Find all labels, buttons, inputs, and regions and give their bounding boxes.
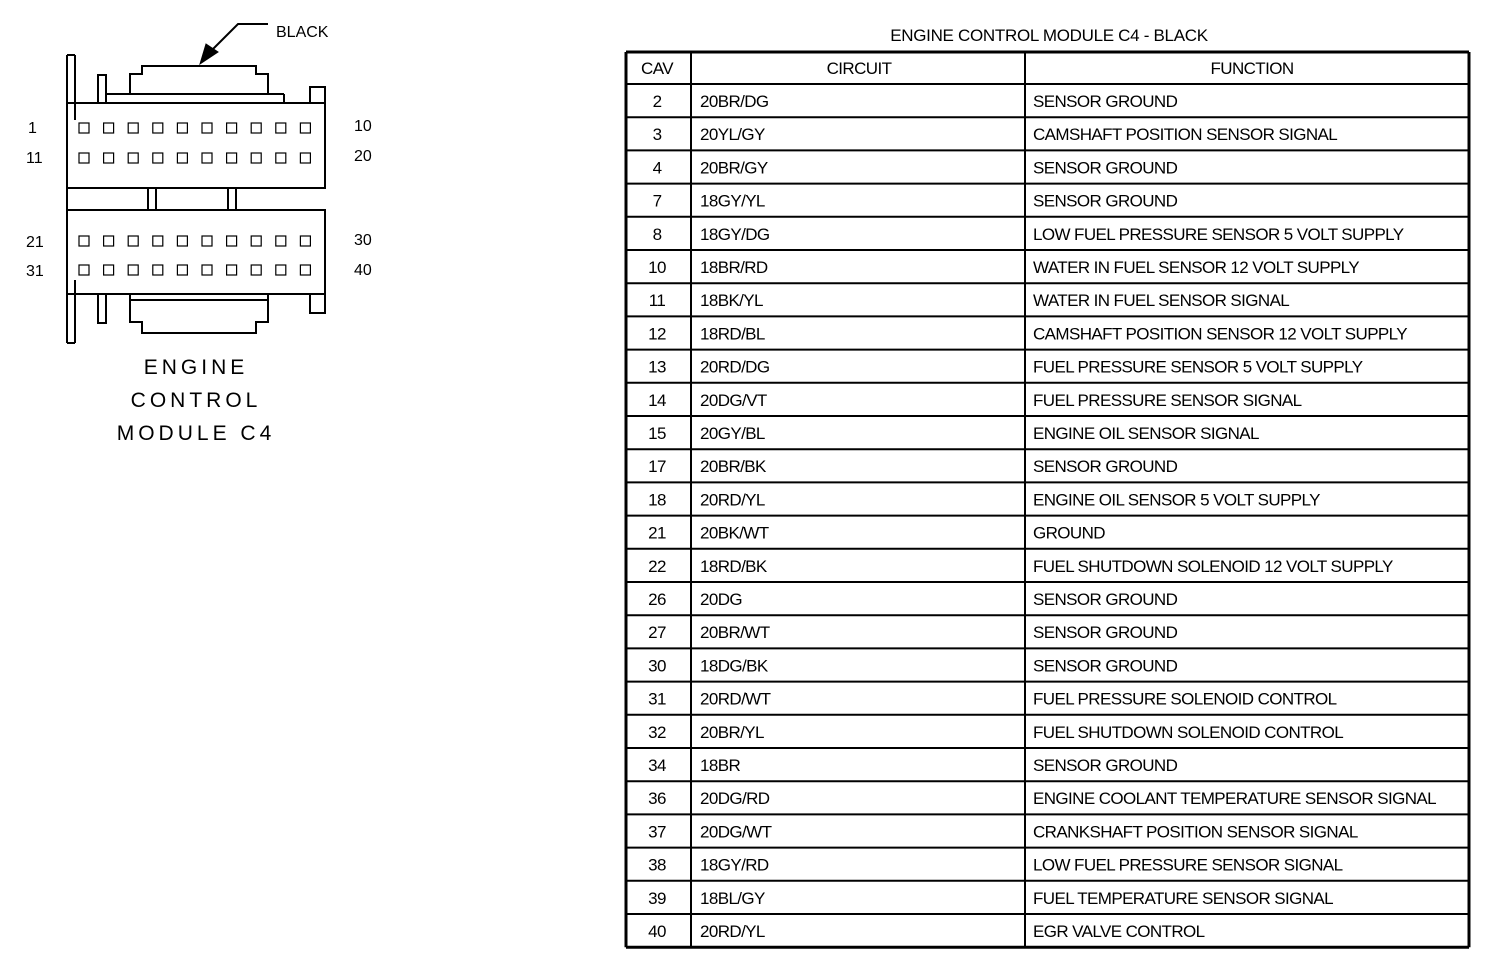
cell-cav: 21 <box>648 523 666 543</box>
table-row <box>649 291 1290 310</box>
table-row <box>648 922 1204 941</box>
cavity-square <box>153 123 163 133</box>
table-row <box>648 756 1177 775</box>
cell-function: SENSOR GROUND <box>1033 590 1178 609</box>
cavity-square <box>276 265 286 275</box>
table-title: ENGINE CONTROL MODULE C4 - BLACK <box>890 26 1208 45</box>
connector-caption-line: MODULE C4 <box>116 422 276 445</box>
cell-cav: 31 <box>648 689 666 709</box>
cavity-square <box>79 153 89 163</box>
cell-function: SENSOR GROUND <box>1033 656 1178 676</box>
cavity-square <box>177 236 187 246</box>
cell-circuit: 18BR/RD <box>700 258 768 277</box>
cell-function: SENSOR GROUND <box>1033 92 1178 111</box>
cavity-square <box>79 236 89 246</box>
cavity-square <box>251 236 261 246</box>
table-row <box>648 690 1336 709</box>
cell-function: SENSOR GROUND <box>1033 191 1178 211</box>
cavity-square <box>276 236 286 246</box>
cavity-square <box>251 265 261 275</box>
cavity-square <box>104 236 114 246</box>
table-row <box>648 358 1363 377</box>
cavity-square <box>300 153 310 163</box>
cell-cav: 26 <box>648 590 666 609</box>
pin-label: 40 <box>354 262 372 279</box>
cell-function: SENSOR GROUND <box>1033 623 1178 643</box>
connector-color-label: BLACK <box>276 24 329 41</box>
cell-cav: 2 <box>652 92 662 111</box>
cell-circuit: 18RD/BL <box>700 324 765 344</box>
cell-cav: 13 <box>648 357 666 377</box>
cavity-square <box>227 123 237 133</box>
cell-function: FUEL PRESSURE SOLENOID CONTROL <box>1033 689 1337 709</box>
cell-function: FUEL TEMPERATURE SENSOR SIGNAL <box>1033 888 1334 908</box>
table-row <box>648 590 1177 609</box>
pinout-table <box>626 52 1469 947</box>
cell-circuit: 18GY/DG <box>700 224 770 244</box>
cell-cav: 15 <box>648 424 666 443</box>
table-row <box>648 623 1177 642</box>
table-row <box>653 92 1178 111</box>
cavity-square <box>128 123 138 133</box>
cavity-square <box>153 153 163 163</box>
cavity-square <box>227 236 237 246</box>
cavity-square <box>202 265 212 275</box>
cell-function: SENSOR GROUND <box>1033 158 1178 178</box>
cell-function: ENGINE COOLANT TEMPERATURE SENSOR SIGNAL <box>1033 789 1436 809</box>
table-row <box>648 490 1320 509</box>
cell-cav: 39 <box>648 888 666 908</box>
callout-leader <box>212 24 268 50</box>
cavity-square <box>251 123 261 133</box>
pin-label: 1 <box>28 120 37 137</box>
cavity-square <box>104 123 114 133</box>
cell-circuit: 20BR/DG <box>700 92 769 111</box>
cell-function: LOW FUEL PRESSURE SENSOR SIGNAL <box>1033 855 1343 875</box>
pin-label: 20 <box>354 148 372 165</box>
table-row <box>648 457 1177 476</box>
table-row <box>648 524 1105 543</box>
cavity-square <box>153 265 163 275</box>
cavity-square <box>227 153 237 163</box>
cell-function: LOW FUEL PRESSURE SENSOR 5 VOLT SUPPLY <box>1033 224 1404 244</box>
cell-circuit: 18RD/BK <box>700 556 767 576</box>
cavity-square <box>202 153 212 163</box>
cavity-square <box>79 123 89 133</box>
cavity-square <box>177 153 187 163</box>
cell-circuit: 20DG <box>700 590 743 609</box>
cell-function: WATER IN FUEL SENSOR SIGNAL <box>1033 291 1290 311</box>
table-row <box>648 822 1358 841</box>
cavity-square <box>177 123 187 133</box>
cavity-square <box>202 236 212 246</box>
cell-function: SENSOR GROUND <box>1033 756 1178 775</box>
cell-function: CAMSHAFT POSITION SENSOR SIGNAL <box>1033 125 1338 145</box>
cell-circuit: 18BL/GY <box>700 888 765 908</box>
header-circuit: CIRCUIT <box>826 59 892 78</box>
upper-housing <box>67 103 325 188</box>
cell-circuit: 20RD/DG <box>700 357 770 377</box>
cell-cav: 10 <box>648 258 666 277</box>
cell-function: FUEL SHUTDOWN SOLENOID CONTROL <box>1033 722 1344 742</box>
table-row <box>653 192 1178 211</box>
cell-circuit: 20RD/YL <box>700 490 765 510</box>
cell-function: WATER IN FUEL SENSOR 12 VOLT SUPPLY <box>1033 258 1360 277</box>
cell-circuit: 20DG/WT <box>700 822 772 842</box>
cell-cav: 7 <box>652 191 662 211</box>
cell-circuit: 20BR/BK <box>700 457 766 477</box>
lower-housing <box>67 210 325 294</box>
cell-circuit: 20RD/YL <box>700 922 765 941</box>
cell-cav: 30 <box>648 656 666 676</box>
cavity-square <box>276 153 286 163</box>
cell-function: ENGINE OIL SENSOR SIGNAL <box>1033 424 1259 443</box>
cell-cav: 17 <box>648 457 666 477</box>
cell-circuit: 20BR/YL <box>700 722 764 742</box>
cell-cav: 14 <box>648 390 666 410</box>
cell-circuit: 20BK/WT <box>700 523 769 543</box>
cell-circuit: 18BR <box>700 756 741 775</box>
cell-circuit: 20BR/GY <box>700 158 768 178</box>
cavity-square <box>300 236 310 246</box>
header-function: FUNCTION <box>1210 59 1294 78</box>
cell-function: CRANKSHAFT POSITION SENSOR SIGNAL <box>1033 822 1358 842</box>
cell-function: GROUND <box>1033 523 1105 543</box>
connector-drawing <box>67 24 325 343</box>
cell-function: ENGINE OIL SENSOR 5 VOLT SUPPLY <box>1033 490 1320 510</box>
cell-cav: 18 <box>648 490 666 510</box>
cell-cav: 38 <box>648 855 666 875</box>
cell-cav: 3 <box>652 125 662 145</box>
pin-label: 11 <box>26 150 43 167</box>
table-row <box>648 656 1177 675</box>
cavity-square <box>104 265 114 275</box>
cell-function: FUEL PRESSURE SENSOR 5 VOLT SUPPLY <box>1033 357 1363 377</box>
cavity-square <box>300 123 310 133</box>
cavity-square <box>153 236 163 246</box>
cell-cav: 32 <box>648 722 666 742</box>
table-row <box>648 856 1343 875</box>
cell-cav: 37 <box>648 822 666 842</box>
connector-caption-line: ENGINE <box>143 356 249 379</box>
cell-circuit: 18BK/YL <box>700 291 763 311</box>
cell-function: SENSOR GROUND <box>1033 457 1178 477</box>
table-row <box>648 889 1333 908</box>
pin-label: 21 <box>26 234 44 251</box>
cell-circuit: 20BR/WT <box>700 623 770 643</box>
table-row <box>648 391 1301 410</box>
cell-function: EGR VALVE CONTROL <box>1033 922 1205 941</box>
cavity-square <box>276 123 286 133</box>
cell-circuit: 20RD/WT <box>700 689 771 709</box>
table-row <box>648 557 1393 576</box>
table-row <box>648 324 1407 343</box>
cavity-square <box>177 265 187 275</box>
cell-cav: 22 <box>648 556 666 576</box>
cavity-square <box>79 265 89 275</box>
cell-cav: 11 <box>648 291 666 311</box>
cell-cav: 34 <box>648 756 666 775</box>
cell-cav: 4 <box>652 158 662 178</box>
cavity-square <box>128 236 138 246</box>
cell-circuit: 18DG/BK <box>700 656 768 676</box>
cavity-square <box>128 153 138 163</box>
cavity-square <box>104 153 114 163</box>
cell-circuit: 20DG/RD <box>700 789 770 809</box>
table-row <box>648 258 1359 277</box>
cavity-square <box>128 265 138 275</box>
cavity-grid <box>79 123 310 275</box>
table-row <box>653 158 1178 177</box>
table-row <box>648 424 1259 443</box>
cell-function: CAMSHAFT POSITION SENSOR 12 VOLT SUPPLY <box>1033 324 1408 344</box>
cell-cav: 8 <box>652 224 662 244</box>
connector-caption-line: CONTROL <box>130 389 262 412</box>
cell-circuit: 20DG/VT <box>700 390 767 410</box>
cell-cav: 40 <box>648 922 666 941</box>
pin-label: 30 <box>354 232 372 249</box>
cell-function: FUEL SHUTDOWN SOLENOID 12 VOLT SUPPLY <box>1033 556 1393 576</box>
table-row <box>648 723 1343 742</box>
pin-label: 10 <box>354 118 372 135</box>
table-row <box>648 789 1436 808</box>
cell-cav: 27 <box>648 623 666 643</box>
cell-circuit: 20YL/GY <box>700 125 765 145</box>
table-row <box>653 225 1404 244</box>
cell-circuit: 18GY/YL <box>700 191 765 211</box>
cell-circuit: 20GY/BL <box>700 424 765 443</box>
cell-function: FUEL PRESSURE SENSOR SIGNAL <box>1033 390 1302 410</box>
cavity-square <box>300 265 310 275</box>
cell-circuit: 18GY/RD <box>700 855 769 875</box>
cell-cav: 36 <box>648 789 666 809</box>
cell-cav: 12 <box>648 324 666 344</box>
cavity-square <box>251 153 261 163</box>
table-row <box>653 125 1338 144</box>
header-cav: CAV <box>641 59 673 78</box>
cavity-square <box>227 265 237 275</box>
cavity-square <box>202 123 212 133</box>
pin-label: 31 <box>26 263 44 280</box>
